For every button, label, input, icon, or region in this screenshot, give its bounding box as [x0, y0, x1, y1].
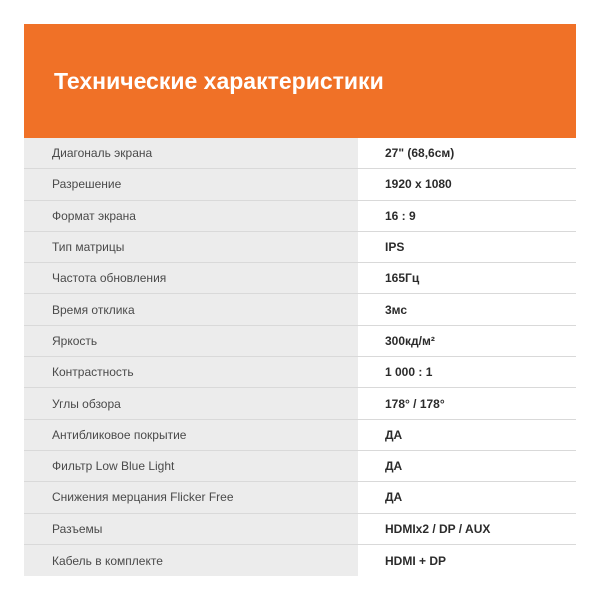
spec-value: ДА	[358, 420, 576, 450]
page-title: Технические характеристики	[54, 68, 384, 94]
spec-label: Антибликовое покрытие	[24, 420, 358, 450]
spec-label: Время отклика	[24, 294, 358, 324]
spec-label: Диагональ экрана	[24, 138, 358, 168]
table-row	[24, 388, 576, 419]
spec-table	[24, 138, 576, 576]
table-row	[24, 138, 576, 169]
spec-value: 165Гц	[358, 263, 576, 293]
table-row	[24, 232, 576, 263]
spec-value: 3мс	[358, 294, 576, 324]
table-row	[24, 169, 576, 200]
spec-label: Формат экрана	[24, 201, 358, 231]
table-row	[24, 545, 576, 576]
spec-label: Разъемы	[24, 514, 358, 544]
spec-value: ДА	[358, 482, 576, 512]
spec-value: ДА	[358, 451, 576, 481]
spec-label: Яркость	[24, 326, 358, 356]
table-row	[24, 482, 576, 513]
table-row	[24, 514, 576, 545]
spec-label: Снижения мерцания Flicker Free	[24, 482, 358, 512]
spec-label: Разрешение	[24, 169, 358, 199]
spec-label: Тип матрицы	[24, 232, 358, 262]
spec-value: 1920 x 1080	[358, 169, 576, 199]
spec-value: HDMI + DP	[358, 545, 576, 576]
spec-label: Частота обновления	[24, 263, 358, 293]
table-row	[24, 451, 576, 482]
spec-label: Контрастность	[24, 357, 358, 387]
spec-value: 1 000 : 1	[358, 357, 576, 387]
spec-value: 16 : 9	[358, 201, 576, 231]
table-row	[24, 420, 576, 451]
table-row	[24, 357, 576, 388]
spec-value: 27" (68,6см)	[358, 138, 576, 168]
table-row	[24, 326, 576, 357]
spec-value: 178° / 178°	[358, 388, 576, 418]
spec-label: Кабель в комплекте	[24, 545, 358, 576]
table-row	[24, 294, 576, 325]
spec-value: HDMIx2 / DP / AUX	[358, 514, 576, 544]
table-row	[24, 201, 576, 232]
spec-value: IPS	[358, 232, 576, 262]
spec-value: 300кд/м²	[358, 326, 576, 356]
header-banner	[24, 24, 576, 138]
table-row	[24, 263, 576, 294]
spec-label: Углы обзора	[24, 388, 358, 418]
spec-label: Фильтр Low Blue Light	[24, 451, 358, 481]
